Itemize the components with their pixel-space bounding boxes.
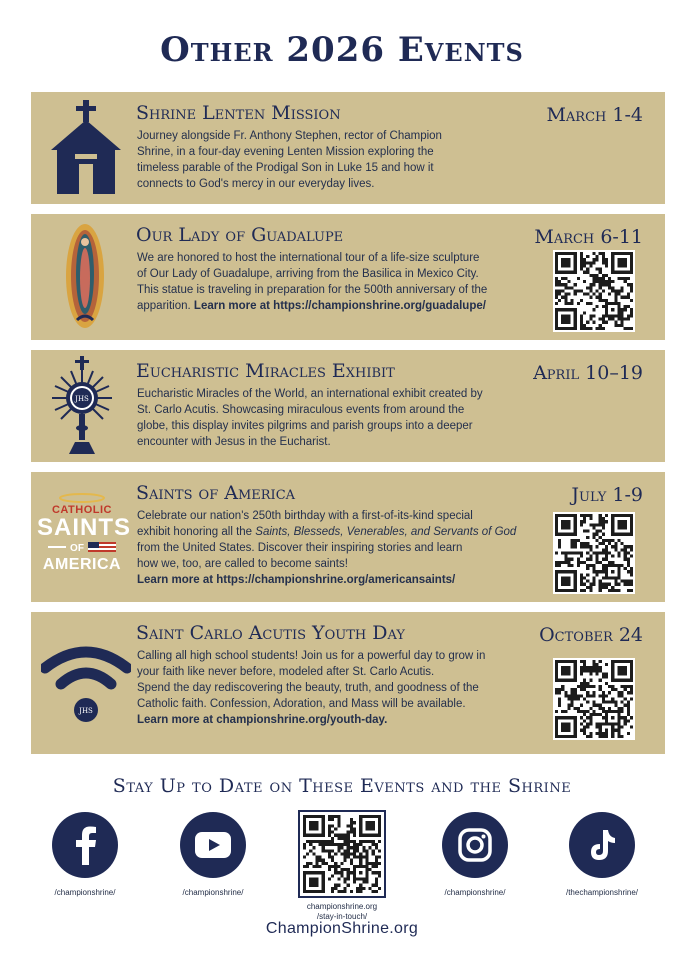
halo-icon (55, 492, 109, 504)
social-youtube[interactable]: /championshrine/ (168, 812, 258, 897)
page-title: Other 2026 Events (160, 30, 524, 70)
event-description: Calling all high school students! Join us for a powerful day to grow in your faith like never before, modeled after St. Carlo Acutis. Spend the day rediscovering the beauty, truth, and goodness of the Catholic faith. Confession, Adoration, and Mass will be available. Learn more at championshrine.org/youth-day. (137, 650, 486, 726)
footer-website-link[interactable]: ChampionShrine.org (265, 920, 419, 937)
event-description: Celebrate our nation's 250th birthday with a first-of-its-kind special exhibit honoring all the Saints, Blesseds, Venerables, and Servants of God from the United States. Discover their inspiring stories and learn how we, too, are called to become saints! Learn more at https://championshrine.org/americansaints/ (137, 510, 517, 586)
event-title: Saints of America (136, 482, 296, 504)
event-date: October 24 (539, 624, 643, 646)
stay-up-to-date-heading: Stay Up to Date on These Events and the Shrine (112, 775, 572, 797)
saints-of-america-logo: CATHOLIC SAINTS OF AMERICA (37, 492, 127, 582)
event-date: March 6-11 (534, 226, 643, 248)
guadalupe-icon (65, 222, 105, 330)
qr-code-icon[interactable] (553, 658, 635, 740)
qr-code-icon[interactable] (553, 512, 635, 594)
qr-code-icon[interactable] (553, 250, 635, 332)
social-tiktok[interactable]: /thechampionshrine/ (556, 812, 648, 897)
qr-code-icon (303, 815, 381, 893)
youtube-icon (195, 832, 231, 858)
event-card-saints-of-america (31, 472, 665, 602)
svg-text:JHS: JHS (79, 707, 93, 715)
social-instagram[interactable]: /championshrine/ (430, 812, 520, 897)
svg-text:JHS: JHS (75, 395, 89, 403)
flag-icon (88, 542, 116, 552)
facebook-icon (70, 825, 100, 865)
event-card-eucharistic-miracles (31, 350, 665, 462)
social-facebook[interactable]: /championshrine/ (40, 812, 130, 897)
event-card-lenten-mission (31, 92, 665, 204)
learn-more-link[interactable]: Learn more at https://championshrine.org/americansaints/ (137, 574, 456, 586)
event-card-youth-day (31, 612, 665, 754)
event-card-guadalupe (31, 214, 665, 340)
event-date: March 1-4 (546, 104, 643, 126)
monstrance-icon (51, 356, 113, 456)
learn-more-link[interactable]: Learn more at championshrine.org/youth-day. (137, 714, 388, 726)
event-title: Shrine Lenten Mission (136, 102, 341, 124)
instagram-icon (458, 828, 492, 862)
event-date: April 10–19 (533, 362, 643, 384)
event-description: We are honored to host the international tour of a life-size sculpture of Our Lady of Guadalupe, arriving from the Basilica in Mexico City. This statue is traveling in preparation for the 500th anniversary of the apparition. Learn more at https://championshrine.org/guadalupe/ (137, 252, 488, 312)
event-title: Our Lady of Guadalupe (136, 224, 344, 246)
event-description: Eucharistic Miracles of the World, an international exhibit created by St. Carlo Acutis. Showcasing miraculous events from around the globe, this display invites pilgrims and parish groups into a deeper encounter with Jesus in the Eucharist. (137, 388, 483, 448)
church-icon (51, 100, 121, 196)
wifi-icon (41, 630, 131, 726)
tiktok-icon (587, 828, 617, 862)
event-title: Eucharistic Miracles Exhibit (136, 360, 395, 382)
learn-more-link[interactable]: Learn more at https://championshrine.org/guadalupe/ (193, 300, 486, 312)
social-qr[interactable]: championshrine.org /stay-in-touch/ (296, 810, 388, 922)
event-description: Journey alongside Fr. Anthony Stephen, rector of Champion Shrine, in a four-day evening Lenten Mission exploring the timeless parable of the Prodigal Son in Luke 15 and how it connects to God's mercy in our everyday lives. (137, 130, 442, 190)
event-title: Saint Carlo Acutis Youth Day (136, 622, 405, 644)
event-date: July 1-9 (571, 484, 643, 506)
